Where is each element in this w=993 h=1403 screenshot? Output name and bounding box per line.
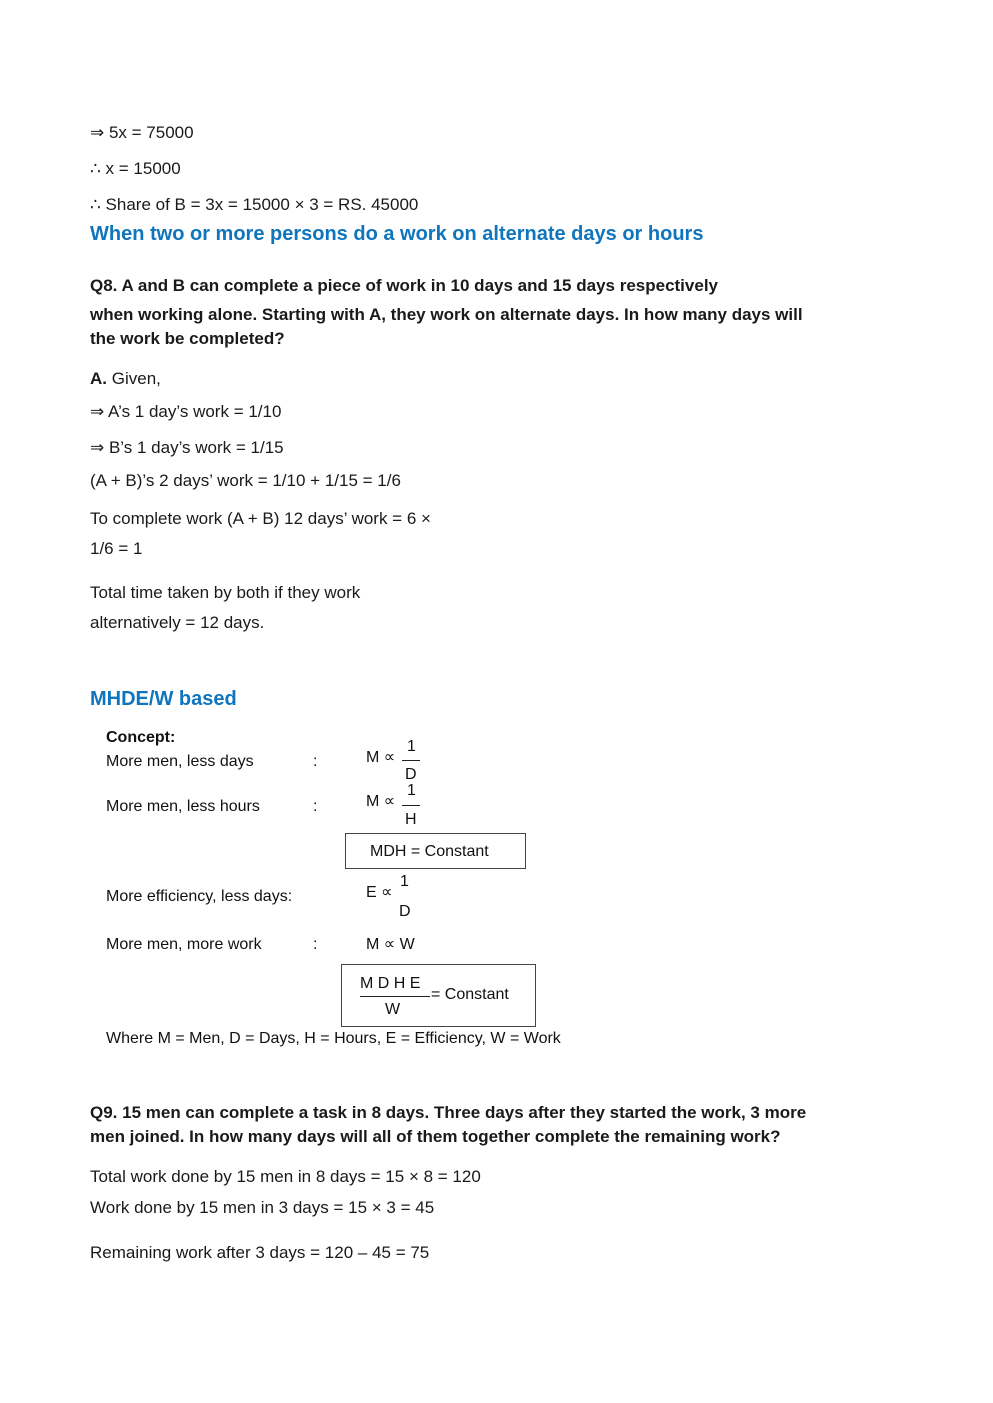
formula-box <box>345 833 526 869</box>
question-text: men joined. In how many days will all of them together complete the remaining work? <box>90 1127 781 1146</box>
fraction-denominator: D <box>405 766 417 783</box>
concept-row-label: More men, less hours <box>106 798 260 815</box>
text-line: alternatively = 12 days. <box>90 613 265 632</box>
formula-text: = Constant <box>431 986 509 1003</box>
fraction-denominator: D <box>399 903 411 920</box>
formula-box <box>341 964 536 1027</box>
fraction-numerator: 1 <box>407 782 416 799</box>
concept-row-label: More men, more work <box>106 936 262 953</box>
text-line: To complete work (A + B) 12 days’ work = 6 × <box>90 509 431 528</box>
proportional-expr: M ∝ W <box>366 936 415 953</box>
fraction-bar <box>402 760 420 761</box>
text-line: Total work done by 15 men in 8 days = 15 × 8 = 120 <box>90 1167 481 1186</box>
answer-intro <box>90 369 161 389</box>
text-line: Total time taken by both if they work <box>90 583 361 602</box>
concept-row-label: More men, less days <box>106 753 254 770</box>
question-text: Q9. 15 men can complete a task in 8 days. Three days after they started the work, 3 more <box>90 1103 807 1122</box>
answer-given: Given, <box>111 369 161 388</box>
concept-title: Concept: <box>106 729 176 746</box>
text-line: 1/6 = 1 <box>90 539 143 558</box>
text-line: ∴ x = 15000 <box>90 159 181 178</box>
section-heading: MHDE/W based <box>90 688 237 710</box>
proportional-expr: M ∝ <box>366 793 396 810</box>
section-heading: When two or more persons do a work on alternate days or hours <box>90 223 704 245</box>
question-text: Q8. A and B can complete a piece of work in 10 days and 15 days respectively <box>90 276 718 295</box>
fraction-numerator: 1 <box>407 738 416 755</box>
text-line: (A + B)’s 2 days’ work = 1/10 + 1/15 = 1/6 <box>90 471 401 490</box>
proportional-expr: M ∝ <box>366 749 396 766</box>
text-line: ⇒ 5x = 75000 <box>90 123 194 142</box>
answer-label: A. <box>90 369 107 388</box>
concept-row-colon: : <box>313 936 318 953</box>
text-line: ⇒ B’s 1 day’s work = 1/15 <box>90 438 284 457</box>
proportional-expr: E ∝ <box>366 884 393 901</box>
text-line: ⇒ A’s 1 day’s work = 1/10 <box>90 402 282 421</box>
fraction-numerator: M D H E <box>360 975 421 992</box>
concept-row-colon: : <box>313 753 318 770</box>
text-line: Work done by 15 men in 3 days = 15 × 3 = 45 <box>90 1198 435 1217</box>
text-line: ∴ Share of B = 3x = 15000 × 3 = RS. 45000 <box>90 195 419 214</box>
fraction-denominator: W <box>385 1001 401 1018</box>
fraction-bar <box>360 996 430 997</box>
variable-legend: Where M = Men, D = Days, H = Hours, E = Efficiency, W = Work <box>106 1030 561 1047</box>
concept-row-colon: : <box>313 798 318 815</box>
concept-row-label: More efficiency, less days: <box>106 888 293 905</box>
question-text: the work be completed? <box>90 329 285 348</box>
fraction-bar <box>402 805 420 806</box>
question-text: when working alone. Starting with A, they work on alternate days. In how many days will <box>90 305 803 324</box>
fraction-denominator: H <box>405 811 417 828</box>
text-line: Remaining work after 3 days = 120 – 45 = 75 <box>90 1243 430 1262</box>
fraction-numerator: 1 <box>400 873 409 890</box>
formula-text: MDH = Constant <box>370 843 489 860</box>
